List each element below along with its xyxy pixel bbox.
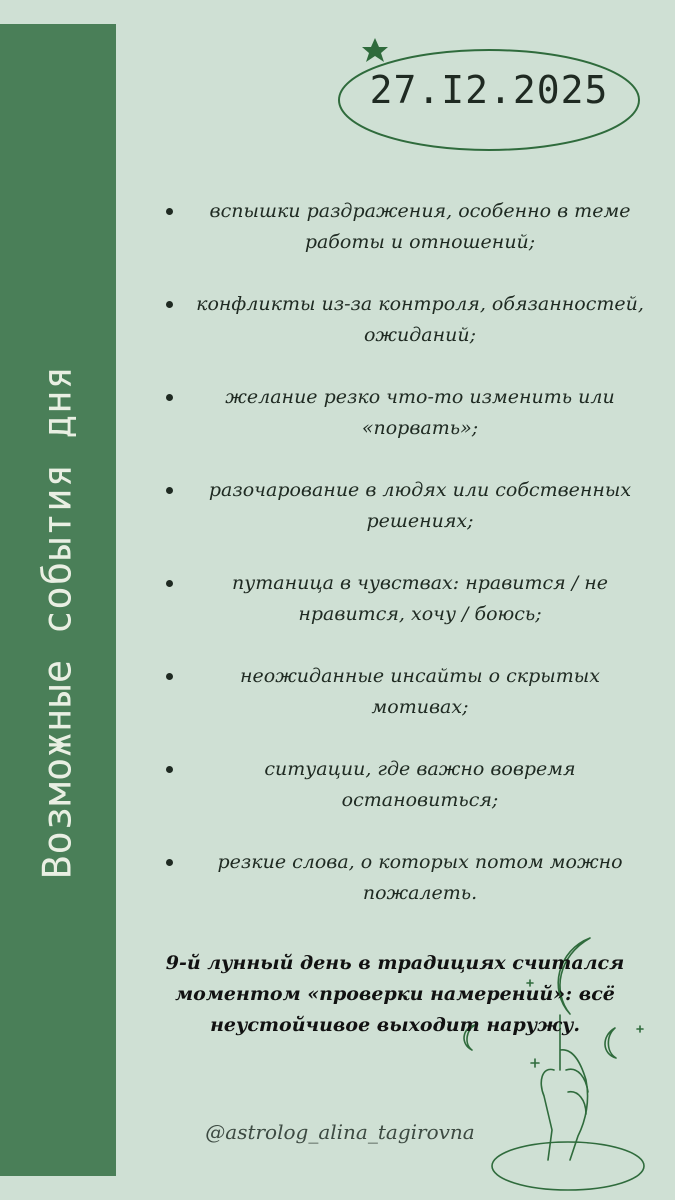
bullet-icon	[166, 673, 173, 680]
bullet-icon	[166, 766, 173, 773]
events-list	[160, 196, 650, 940]
event-text: неожиданные инсайты о скрытых мотивах;	[240, 665, 600, 718]
bullet-icon	[166, 301, 173, 308]
event-text: желание резко что-то изменить или «порвать»;	[225, 386, 615, 439]
bullet-icon	[166, 859, 173, 866]
bullet-icon	[166, 394, 173, 401]
list-item	[160, 568, 650, 661]
event-text: вспышки раздражения, особенно в теме работы и отношений;	[209, 200, 631, 253]
list-item	[160, 661, 650, 754]
date-badge	[330, 38, 648, 158]
side-panel	[0, 24, 116, 1176]
bullet-icon	[166, 487, 173, 494]
list-item	[160, 382, 650, 475]
event-text: ситуации, где важно вовремя остановиться;	[264, 758, 576, 811]
bullet-icon	[166, 580, 173, 587]
lunar-note: 9-й лунный день в традициях считался моментом «проверки намерений»: всё неустойчивое выходит наружу.	[165, 952, 625, 1036]
date-text: 27.I2.2025	[369, 68, 609, 112]
list-item	[160, 754, 650, 847]
side-title: Возможные события дня	[35, 364, 81, 880]
bullet-icon	[166, 208, 173, 215]
list-item	[160, 196, 650, 289]
event-text: путаница в чувствах: нравится / не нравится, хочу / боюсь;	[232, 572, 608, 625]
list-item	[160, 289, 650, 382]
event-text: резкие слова, о которых потом можно пожалеть.	[217, 851, 623, 904]
event-text: конфликты из-за контроля, обязанностей, ожиданий;	[196, 293, 644, 346]
author-handle[interactable]: @astrolog_alina_tagirovna	[205, 1120, 475, 1144]
list-item	[160, 475, 650, 568]
event-text: разочарование в людях или собственных решениях;	[208, 479, 632, 532]
